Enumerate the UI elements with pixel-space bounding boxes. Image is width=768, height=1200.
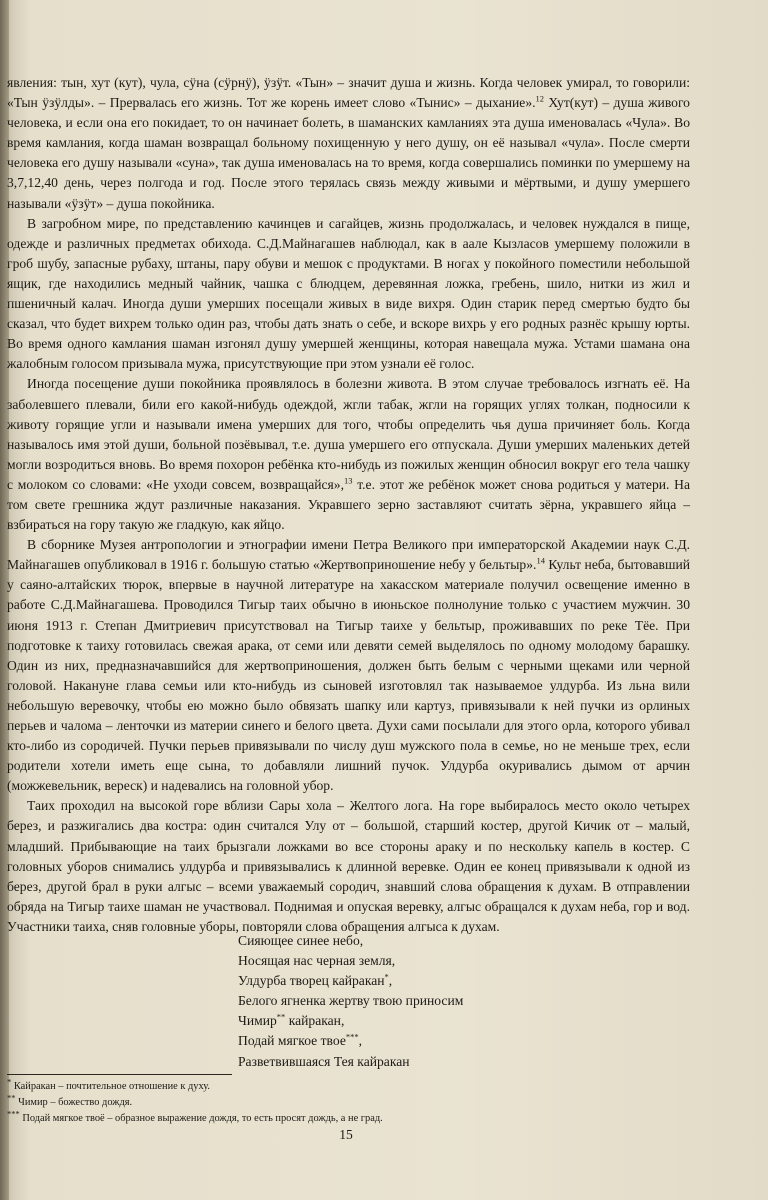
poem-line: [238, 991, 658, 1011]
footnote-divider: [7, 1074, 232, 1075]
poem-line: [238, 1031, 658, 1051]
footnote-mark: *: [7, 1076, 12, 1087]
paragraph: [7, 214, 690, 375]
footnote-text: Подай мягкое твоё – образное выражение дождя, то есть просят дождь, а не град.: [19, 1113, 383, 1124]
poem-line: [238, 971, 658, 991]
paragraph: [7, 535, 690, 796]
poem-line: [238, 1011, 658, 1031]
paragraph-text: В сборнике Музея антропологии и этнографии имени Петра Великого при императорской Академии наук С.Д. Майнагашев опубликовал в 1916 г. большую статью «Жертвоприношение небу у бельтыр».: [7, 537, 690, 573]
poem-line-text: Разветвившаяся Тея кайракан: [238, 1053, 410, 1069]
paragraph-text: Иногда посещение души покойника проявлялось в болезни живота. В этом случае требовалось изгнать её. На заболевшего плевали, били его какой-нибудь одеждой, жгли табак, жгли на горящих углях толкан, подносили к животу горящие угли и называли имена умерших для того, чтобы определить чья душа причиняет боль. Когда называлось имя этой души, больной позёвывал, т.е. душа умершего его отпускала. Души умерших маленьких детей могли возродиться вновь. Во время похорон ребёнка кто-нибудь из пожилых женщин обносил вокруг его тела чашку с молоком со словами: «Не уходи совсем, возвращайся»,: [7, 376, 690, 492]
paragraph-text: Хут(кут) – душа живого человека, и если она его покидает, то он начинает болеть, в шаманских камланиях эта душа именовалась «Чула». Во время камлания, когда шаман возвращал больному похищенную у него душу, он её называл «чула». После смерти человека его душу называли «суна», так душа именовалась на то время, когда совершались поминки по умершему на 3,7,12,40 день, через полгода и год. После этого терялась связь между живыми и мёртвыми, и душу умершего называли «ӱзӱт» – душа покойника.: [7, 95, 690, 211]
poem-line: [238, 951, 658, 971]
footnote-mark: **: [7, 1092, 16, 1103]
poem-line: [238, 1052, 658, 1072]
footnote: [7, 1092, 707, 1111]
footnote-text: Кайракан – почтительное отношение к духу.: [11, 1081, 211, 1092]
endnote-marker: 12: [535, 93, 545, 104]
footnote: [7, 1108, 707, 1127]
poem-line-text: Белого ягненка жертву твою приносим: [238, 993, 464, 1009]
footnote-marker: *: [384, 971, 389, 982]
poem-line-text: Подай мягкое твое: [238, 1033, 346, 1049]
paragraph-text: Культ неба, бытовавший у саяно-алтайских тюрок, впервые в научной литературе на хакасском материале получил освещение именно в работе С.Д.Майнагашева. Проводился Тигыр таих обычно в июньское полнолуние только с участием мужчин. 30 июня 1913 г. Степан Дмитриевич присутствовал на Тигыр таихе у бельтыр, проживавших по реке Тёе. При подготовке к таиху готовилась свежая арака, от семи или девяти семей выделялось по одному молодому барашку. Один из них, предназначавшийся для жертвоприношения, должен быть белым с черными щеками или черной головой. Накануне глава семьи или кто-нибудь из сыновей изготовлял так называемое улдурба. Из льна вили небольшую веревочку, чтобы ею можно было обвязать шапку или картуз, привязывали к ней пучки из орлиных перьев и чалома – ленточки из материи синего и белого цвета. Духи сами посылали для этого орла, которого убивал кто-либо из сородичей. Пучки перьев привязывали по числу душ мужского пола в семье, но не меньше трех, если родители хотели иметь еще сына, то добавляли лишний пучок. Улдурба окуривались дымом от арчин (можжевельник, вереск) и надевались на головной убор.: [7, 557, 690, 794]
poem-line-tail: ,: [358, 1033, 363, 1049]
paragraph: [7, 73, 690, 214]
endnote-marker: 14: [536, 555, 545, 566]
footnote: [7, 1076, 707, 1095]
footnote-mark: ***: [7, 1108, 20, 1119]
poem-line-text: Улдурба творец кайракан: [238, 973, 385, 989]
footnotes: [7, 1076, 707, 1127]
footnote-text: Чимир – божество дождя.: [15, 1097, 133, 1108]
poem-line-tail: ,: [388, 973, 393, 989]
poem-line: [238, 931, 658, 951]
poem-quote: [238, 931, 658, 1072]
paragraph-text: явления: тын, хут (кут), чула, сӱна (сӱрнӱ), ӱзӱт. «Тын» – значит душа и жизнь. Когда человек умирал, то говорили: «Тын ӱзӱлды». – Прервалась его жизнь. Тот же корень имеет слово «Тынис» – дыхание».: [7, 75, 690, 111]
paragraph-text: т.е. этот же ребёнок может снова родиться у матери. На том свете грешника ждут различные наказания. Укравшего зерно заставляют считать зёрна, укравшего яйца – взбираться на гору такую же гладкую, как яйцо.: [7, 476, 690, 533]
paragraph: [7, 796, 690, 937]
paragraph: [7, 374, 690, 535]
main-text: [7, 73, 690, 937]
poem-line-tail: кайракан,: [285, 1013, 345, 1029]
paragraph-text: Таих проходил на высокой горе вблизи Сары хола – Желтого лога. На горе выбиралось место около четырех берез, и разжигались два костра: один считался Улу от – большой, старший костер, другой Кичик от – малый, младший. Прибывающие на таих брызгали ложками во все стороны араку и по нескольку капель в костер. С головных уборов снимались улдурба и привязывались к длинной веревке. Один ее конец привязывали к одной из берез, другой брал в руки алгыс – всеми уважаемый сородич, знавший слова обращения к духам. В отправлении обряда на Тигыр таихе шаман не участвовал. Поднимая и опуская веревку, алгыс обращался к духам неба, гор и вод. Участники таиха, сняв головные уборы, повторяли слова обращения алгыса к духам.: [7, 798, 690, 934]
paragraph-text: В загробном мире, по представлению качинцев и сагайцев, жизнь продолжалась, и человек нуждался в пище, одежде и различных предметах обихода. С.Д.Майнагашев наблюдал, как в аале Кызласов умершему положили в гроб шубу, запасные рубаху, штаны, пару обуви и мешок с продуктами. В ногах у покойного поместили небольшой ящик, где находились медный чайник, чашка с блюдцем, деревянная ложка, гребень, шило, нитки из жил и пшеничный калач. Иногда души умерших посещали живых в виде вихря. Один старик перед смертью будто бы сказал, что будет вихрем только один раз, чтобы дать знать о себе, и вскоре вихрь у его родных разнёс крышу юрты. Во время одного камлания шаман изгонял душу умершей женщины, которая навещала мужа. Устами шамана она жалобным голосом призывала мужа, присутствующие при этом узнали её голос.: [7, 215, 690, 372]
endnote-marker: 13: [344, 475, 353, 486]
poem-line-text: Чимир: [238, 1013, 277, 1029]
footnote-marker: **: [276, 1011, 286, 1022]
footnote-marker: ***: [345, 1031, 359, 1042]
poem-line-text: Носящая нас черная земля,: [238, 953, 396, 969]
poem-line-text: Сияющее синее небо,: [238, 933, 364, 948]
page-number: 15: [339, 1127, 353, 1142]
